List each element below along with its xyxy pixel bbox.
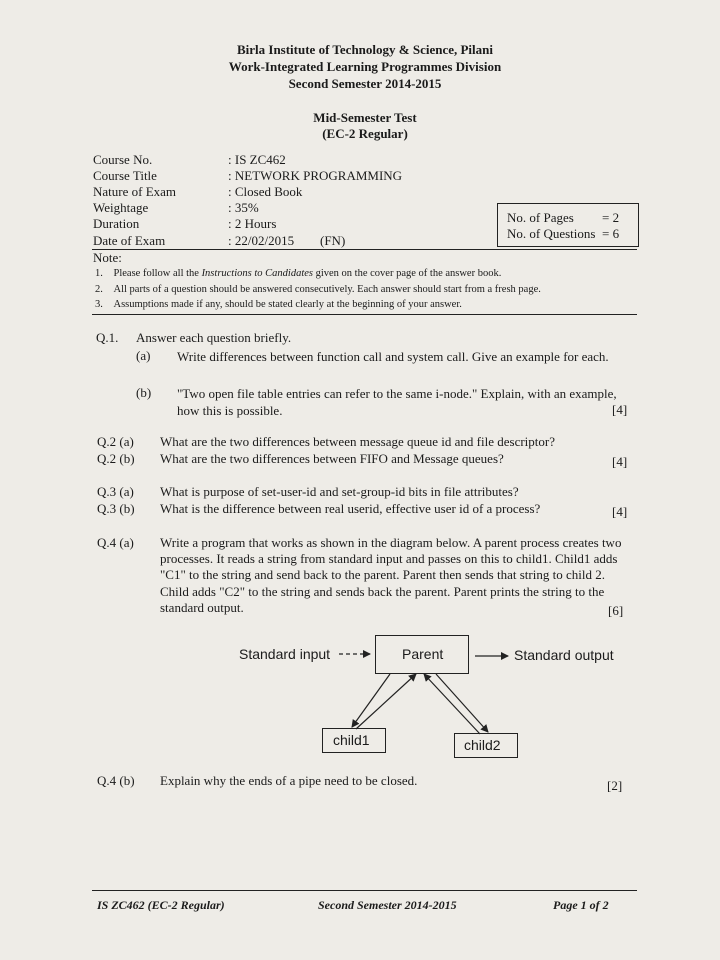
course-no-label: Course No. <box>93 152 153 167</box>
process-diagram <box>230 632 630 762</box>
footer-divider <box>92 890 637 891</box>
q1-text: Answer each question briefly. <box>136 330 292 345</box>
questions-value: = 6 <box>602 226 620 241</box>
division-name: Work-Integrated Learning Programmes Division <box>228 59 502 74</box>
footer-course: IS ZC462 (EC-2 Regular) <box>97 898 225 912</box>
weightage-label: Weightage <box>93 200 149 215</box>
note-1-post: given on the cover page of the answer book. <box>312 268 502 279</box>
date-value: : 22/02/2015 <box>228 233 295 248</box>
duration-label: Duration <box>93 216 140 231</box>
q4a-label: Q.4 (a) <box>97 535 134 550</box>
parent-to-child2-arrow <box>436 674 488 732</box>
parent-to-child1-arrow <box>352 674 390 727</box>
stdout-label: Standard output <box>514 647 614 663</box>
note-3-num: 3. <box>95 299 103 310</box>
q4b-marks: [2] <box>607 778 623 793</box>
child1-label: child1 <box>333 732 370 748</box>
course-no-value: : IS ZC462 <box>228 152 286 167</box>
note-1-pre: Please follow all the <box>113 268 202 279</box>
child2-box <box>454 733 518 758</box>
q1b-label: (b) <box>136 385 152 400</box>
note-1 <box>95 268 501 279</box>
pages-questions-box <box>497 203 639 247</box>
q3-marks: [4] <box>612 504 628 519</box>
q1b-text: "Two open file table entries can refer to the same i-node." Explain, with an example, how this is possible. <box>177 386 617 418</box>
q3b-label: Q.3 (b) <box>97 501 135 516</box>
duration-value: : 2 Hours <box>228 216 277 231</box>
q4b-text: Explain why the ends of a pipe need to be closed. <box>160 773 418 788</box>
divider-bottom <box>92 314 637 315</box>
date-session: (FN) <box>320 233 346 248</box>
parent-box <box>375 635 469 674</box>
q4b-label: Q.4 (b) <box>97 773 135 788</box>
q1a-label: (a) <box>136 348 151 363</box>
semester: Second Semester 2014-2015 <box>288 76 442 91</box>
test-type: (EC-2 Regular) <box>322 126 408 141</box>
note-2 <box>95 284 541 295</box>
q1a-text: Write differences between function call and system call. Give an example for each. <box>177 349 609 364</box>
pages-label: No. of Pages <box>507 210 574 225</box>
stdin-label: Standard input <box>239 646 331 662</box>
note-2-num: 2. <box>95 284 103 295</box>
child1-box <box>322 728 386 753</box>
q4a-text: Write a program that works as shown in the diagram below. A parent process creates two processes. It reads a string from standard input and passes on this to child1. Child1 adds "C1" to the string and send back to the parent. Parent then sends that string to child 2. Child adds "C2" to the string and sends back the parent. Parent prints the string to the standard output. <box>160 535 622 615</box>
q2a-text: What are the two differences between message queue id and file descriptor? <box>160 434 556 449</box>
footer-page: Page 1 of 2 <box>553 898 609 912</box>
note-1-num: 1. <box>95 268 103 279</box>
questions-label: No. of Questions <box>507 226 596 241</box>
q1-marks: [4] <box>612 402 628 417</box>
q2a-label: Q.2 (a) <box>97 434 134 449</box>
weightage-value: : 35% <box>228 200 259 215</box>
divider-top <box>92 249 637 250</box>
course-title-label: Course Title <box>93 168 157 183</box>
course-title-value: : NETWORK PROGRAMMING <box>228 168 403 183</box>
nature-label: Nature of Exam <box>93 184 177 199</box>
q2b-label: Q.2 (b) <box>97 451 135 466</box>
pages-value: = 2 <box>602 210 620 225</box>
q2-marks: [4] <box>612 454 628 469</box>
institute-name: Birla Institute of Technology & Science, Pilani <box>236 42 494 57</box>
child1-to-parent-arrow <box>356 674 416 729</box>
footer-semester: Second Semester 2014-2015 <box>318 898 457 912</box>
q3b-text: What is the difference between real userid, effective user id of a process? <box>160 501 541 516</box>
q4a-marks: [6] <box>608 603 624 618</box>
q3a-text: What is purpose of set-user-id and set-group-id bits in file attributes? <box>160 484 519 499</box>
nature-value: : Closed Book <box>228 184 303 199</box>
note-1-emphasis: Instructions to Candidates <box>201 268 313 279</box>
test-name: Mid-Semester Test <box>313 110 417 125</box>
note-3-text: Assumptions made if any, should be stated clearly at the beginning of your answer. <box>113 299 462 310</box>
child2-label: child2 <box>464 737 501 753</box>
note-2-text: All parts of a question should be answered consecutively. Each answer should start from a fresh page. <box>113 284 541 295</box>
notes-title: Note: <box>93 250 122 265</box>
q2b-text: What are the two differences between FIFO and Message queues? <box>160 451 504 466</box>
q1-label: Q.1. <box>96 330 119 345</box>
date-label: Date of Exam <box>93 233 166 248</box>
child2-to-parent-arrow <box>424 674 480 734</box>
q3a-label: Q.3 (a) <box>97 484 134 499</box>
parent-label: Parent <box>402 646 444 662</box>
note-3 <box>95 299 462 310</box>
